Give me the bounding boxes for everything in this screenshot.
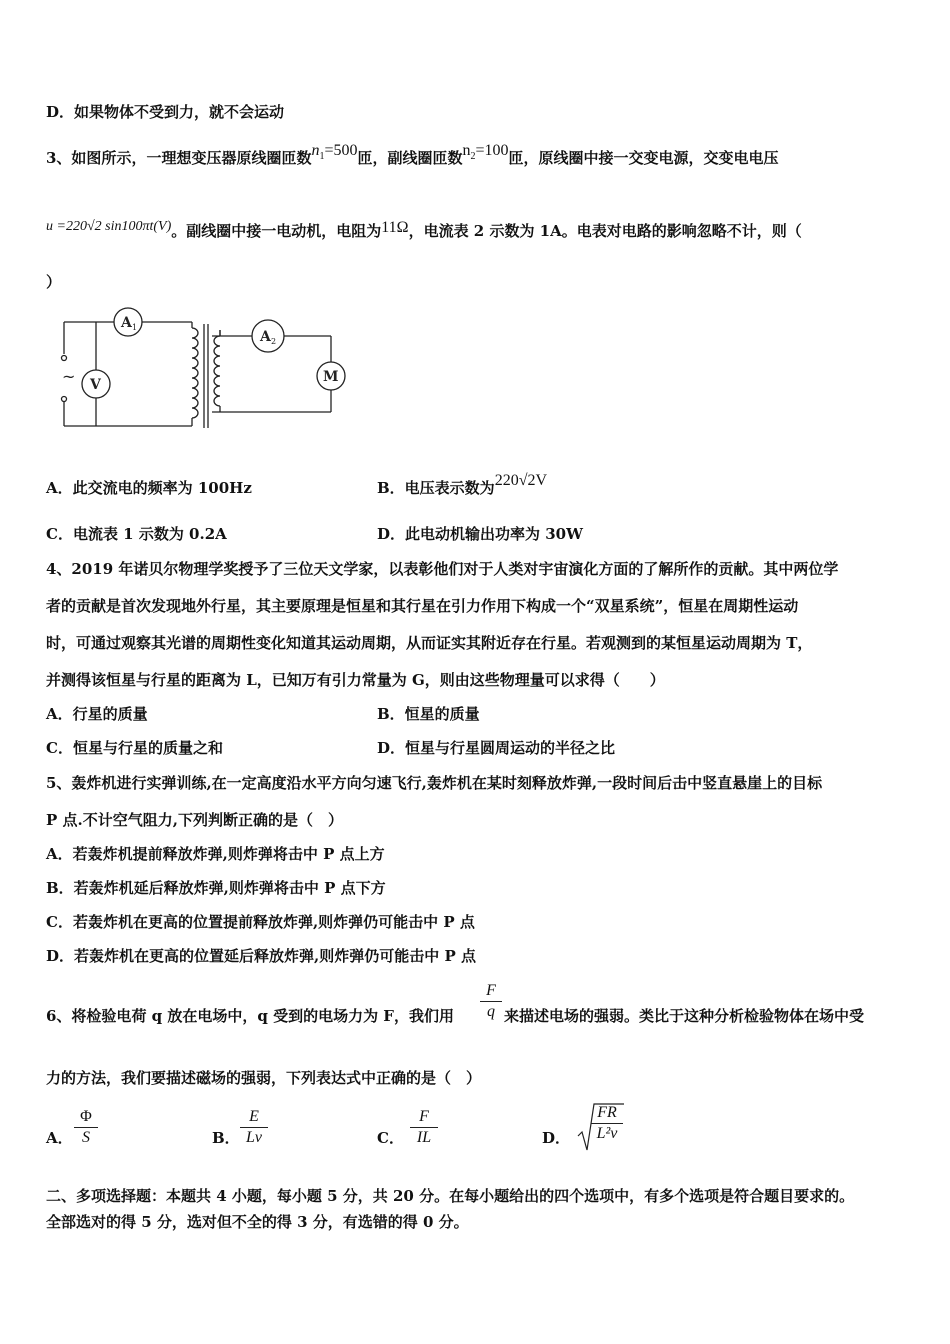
q3-line1-b: 匝，副线圈匝数 xyxy=(357,149,463,167)
q6-option-a-label: A． xyxy=(46,1129,73,1147)
q6-option-b-fraction: E Lv xyxy=(240,1108,268,1147)
q6-fraction-f-over-q: F q xyxy=(480,982,502,1021)
q6-option-c-label: C． xyxy=(377,1129,404,1147)
q4-option-a: A．行星的质量 xyxy=(46,705,148,723)
q6-line1-b: 来描述电场的强弱。类比于这种分析检验物体在场中受 xyxy=(504,1007,865,1025)
ammeter-2-subscript: 2 xyxy=(271,337,277,346)
q3-line1 xyxy=(46,142,779,175)
q3-option-d: D．此电动机输出功率为 30W xyxy=(377,525,583,543)
section2-heading-line1: 二、多项选择题：本题共 4 小题，每小题 5 分，共 20 分。在每小题给出的四个选项中，有多个选项是符合题目要求的。 xyxy=(46,1187,855,1205)
q5-option-a: A．若轰炸机提前释放炸弹,则炸弹将击中 P 点上方 xyxy=(46,845,385,863)
q4-option-b: B．恒星的质量 xyxy=(377,705,480,723)
q3-option-c: C．电流表 1 示数为 0.2A xyxy=(46,525,227,543)
transformer-circuit-diagram xyxy=(48,306,358,434)
q6-option-a-fraction: Φ S xyxy=(74,1108,98,1147)
voltmeter-label: V xyxy=(90,377,101,393)
q6-option-d-label: D． xyxy=(542,1129,571,1147)
q5-option-b: B．若轰炸机延后释放炸弹,则炸弹将击中 P 点下方 xyxy=(46,879,386,897)
section2-heading-line2: 全部选对的得 5 分，选对但不全的得 3 分，有选错的得 0 分。 xyxy=(46,1213,469,1231)
q6-line1-a: 6、将检验电荷 q 放在电场中，q 受到的电场力为 F，我们用 xyxy=(46,1007,454,1025)
q3-line2-b: ，电流表 2 示数为 1A。电表对电路的影响忽略不计，则（ xyxy=(408,222,802,240)
q3-line1-a: 3、如图所示，一理想变压器原线圈匝数 xyxy=(46,149,312,167)
q3-n2: $n_2=100$ xyxy=(462,142,509,162)
q4-option-c: C．恒星与行星的质量之和 xyxy=(46,739,223,757)
q3-line1-c: 匝，原线圈中接一交变电源，交变电电压 xyxy=(508,149,779,167)
q3-n1: $n_1=500$ xyxy=(311,142,358,162)
prev-option-d: D．如果物体不受到力，就不会运动 xyxy=(46,103,285,121)
q3-line2 xyxy=(46,221,802,243)
q6-option-b-label: B． xyxy=(212,1129,240,1147)
q4-line1: 4、2019 年诺贝尔物理学奖授予了三位天文学家，以表彰他们对于人类对宇宙演化方面的了解所作的贡献。其中两位学 xyxy=(46,560,839,578)
q3-resistance: 11Ω xyxy=(381,219,409,236)
q6-option-d-fraction: FR L²v xyxy=(591,1104,623,1143)
q5-option-d: D．若轰炸机在更高的位置延后释放炸弹,则炸弹仍可能击中 P 点 xyxy=(46,947,476,965)
ac-source-symbol: ~ xyxy=(62,367,76,386)
ammeter-1-label: A xyxy=(121,315,132,331)
q4-line4: 并测得该恒星与行星的距离为 L，已知万有引力常量为 G，则由这些物理量可以求得（ ） xyxy=(46,671,665,689)
q6-option-c-fraction: F IL xyxy=(410,1108,438,1147)
q4-option-d: D．恒星与行星圆周运动的半径之比 xyxy=(377,739,616,757)
q5-option-c: C．若轰炸机在更高的位置提前释放炸弹,则炸弹仍可能击中 P 点 xyxy=(46,913,475,931)
q5-line1: 5、轰炸机进行实弹训练,在一定高度沿水平方向匀速飞行,轰炸机在某时刻释放炸弹,一段时间后击中竖直悬崖上的目标 xyxy=(46,774,823,792)
q4-line2: 者的贡献是首次发现地外行星，其主要原理是恒星和其行星在引力作用下构成一个“双星系统”，恒星在周期性运动 xyxy=(46,597,799,615)
q5-line2: P 点.不计空气阻力,下列判断正确的是（ ） xyxy=(46,811,343,829)
q3-voltage-formula: u =220√2 sin100πt(V) xyxy=(46,219,172,234)
q3-option-a: A．此交流电的频率为 100Hz xyxy=(46,479,252,497)
q4-line3: 时，可通过观察其光谱的周期性变化知道其运动周期，从而证实其附近存在行星。若观测到的某恒星运动周期为 T， xyxy=(46,634,813,652)
ammeter-2-label: A xyxy=(260,329,271,345)
q3-option-b: B．电压表示数为220√2V xyxy=(377,472,548,497)
ammeter-1-subscript: 1 xyxy=(132,323,138,332)
q6-line2: 力的方法，我们要描述磁场的强弱，下列表达式中正确的是（ ） xyxy=(46,1069,482,1087)
motor-label: M xyxy=(323,369,339,385)
q3-line3: ） xyxy=(46,273,62,291)
q3-line2-a: 。副线圈中接一电动机，电阻为 xyxy=(171,222,382,240)
q3-option-b-math: 220√2V xyxy=(494,472,548,489)
